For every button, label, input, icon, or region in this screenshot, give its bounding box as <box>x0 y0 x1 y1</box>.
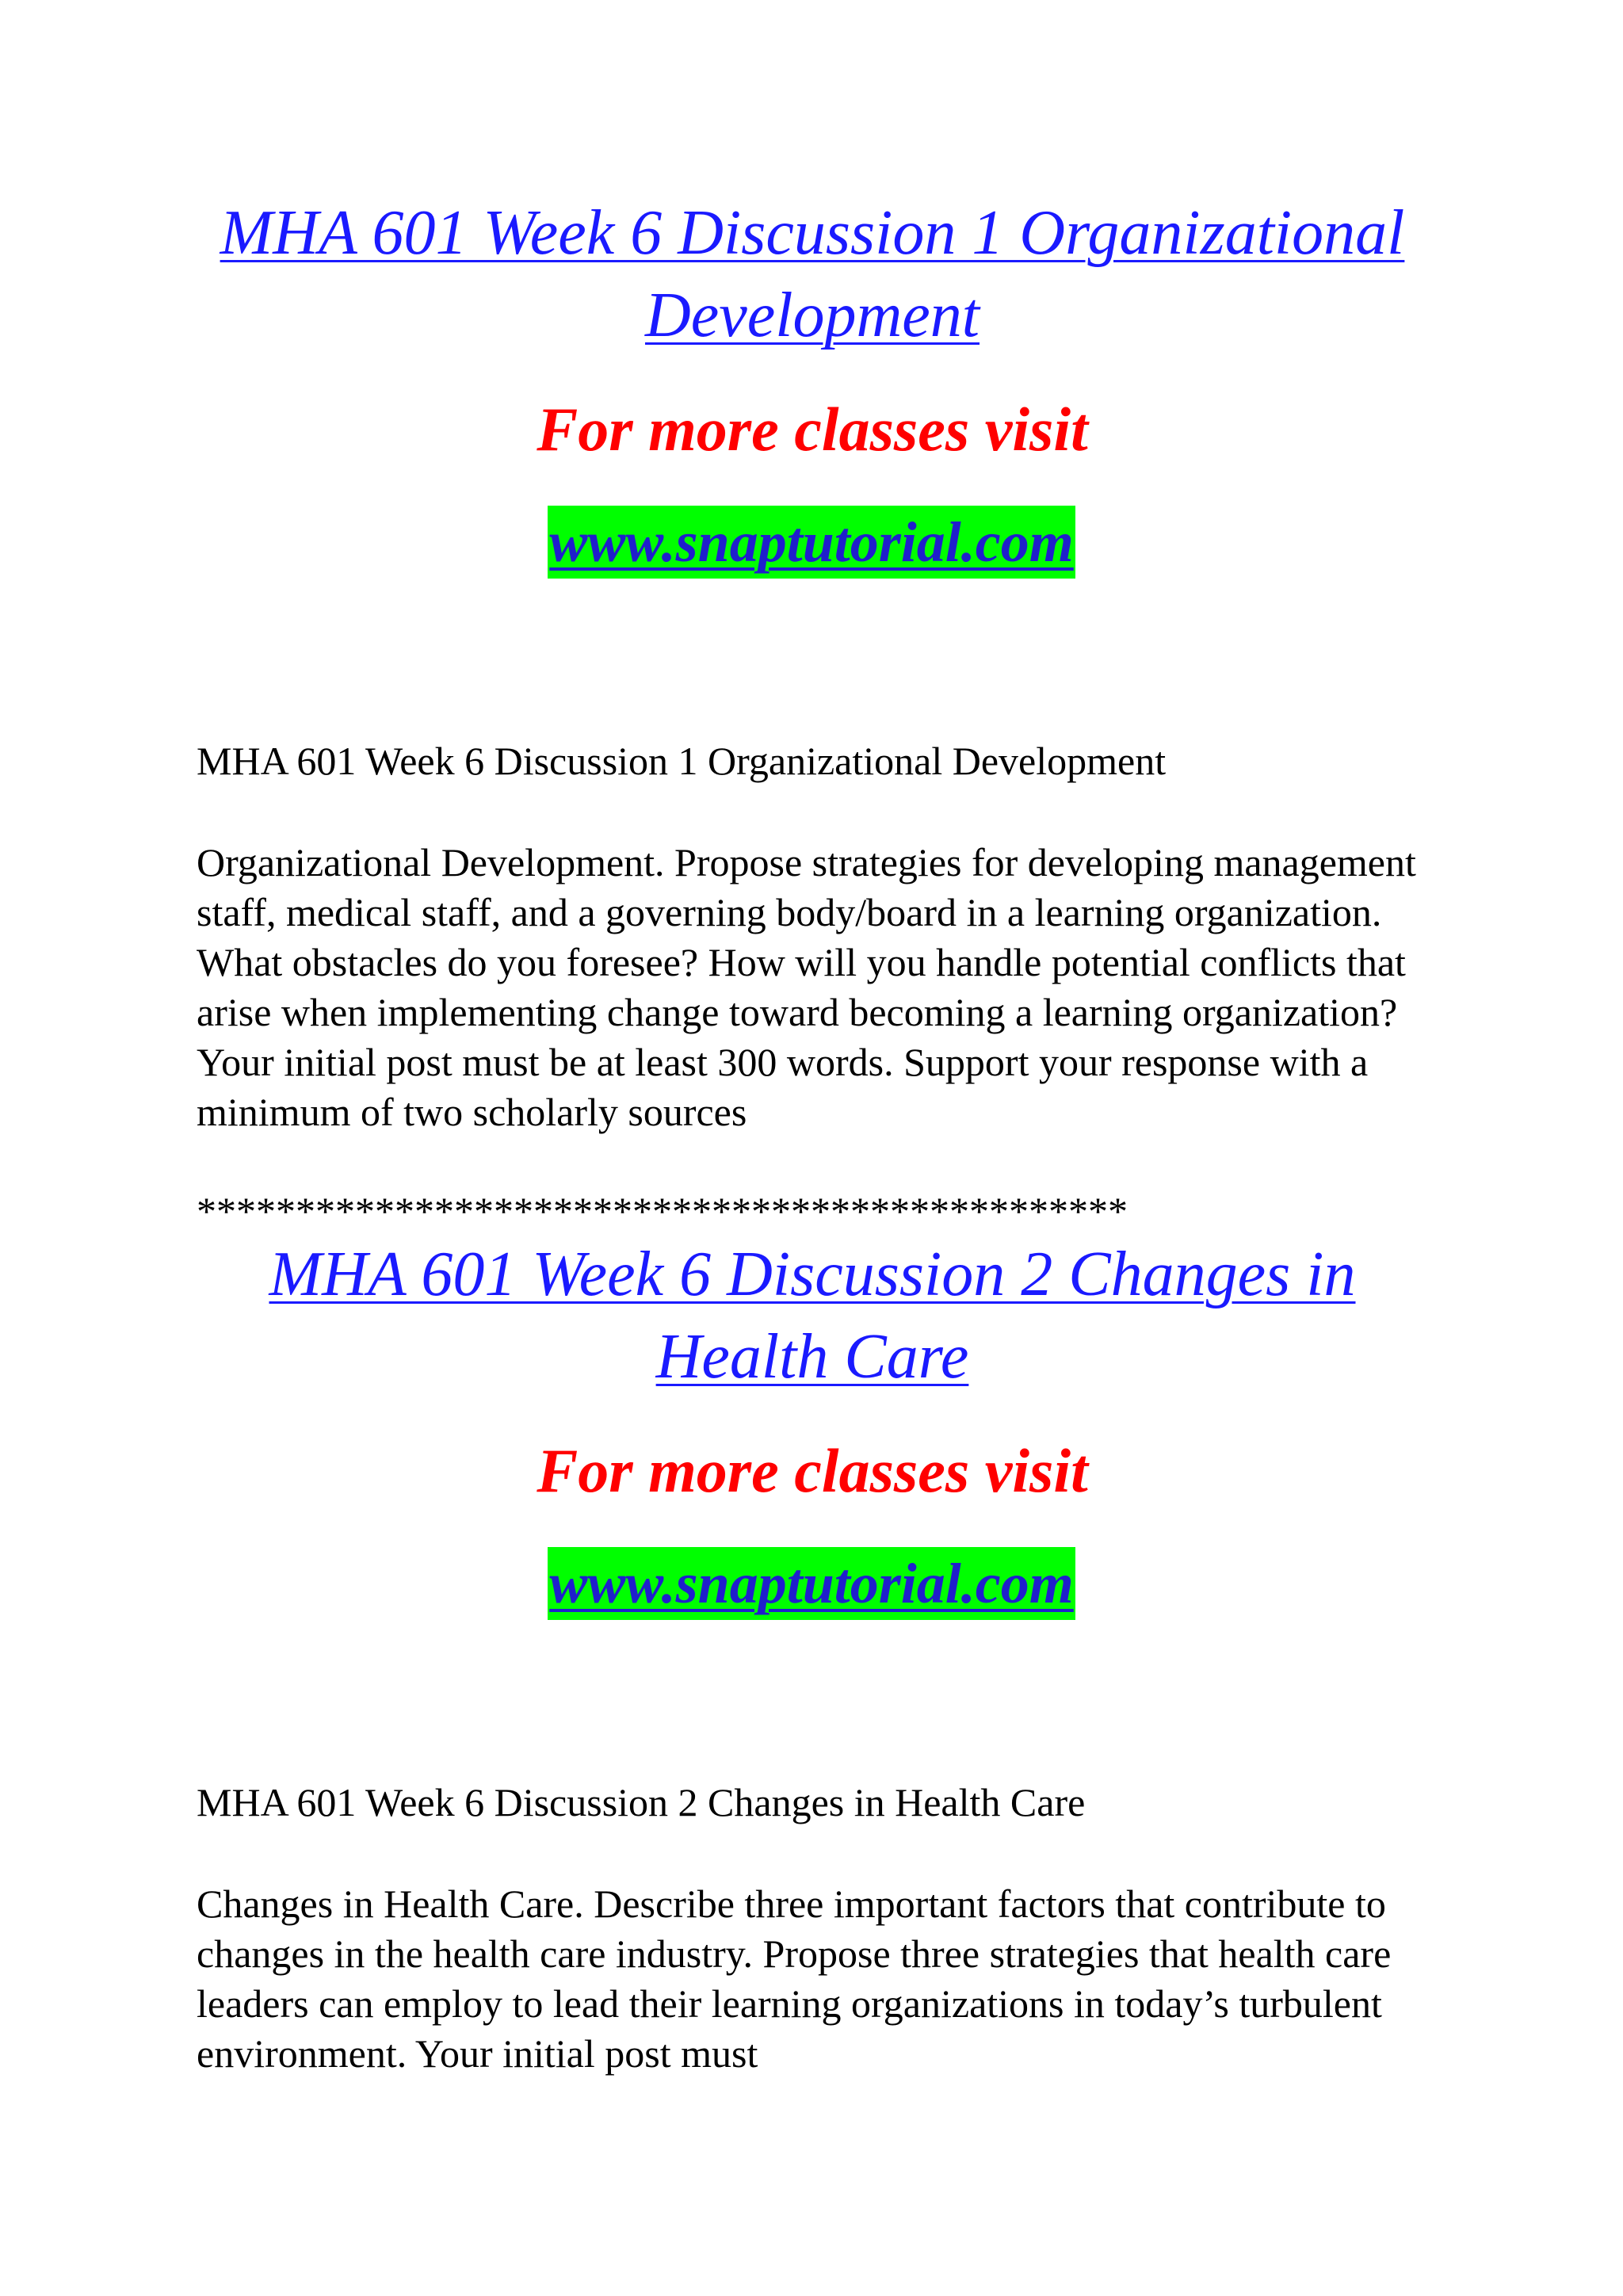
section-body-1: Organizational Development. Propose strategies for developing management staff, medical staff, and a governing body/board in a learning organization. What obstacles do you foresee? How will you handle potential conflicts that arise when implementing change toward becoming a learning organization? Your initial post must be at least 300 words. Support your response with a minimum of two scholarly sources <box>197 840 1416 1134</box>
section-heading-2: MHA 601 Week 6 Discussion 2 Changes in Health Care <box>197 1780 1086 1824</box>
website-link-2[interactable]: www.snaptutorial.com <box>548 1547 1075 1620</box>
link-container-1 <box>0 506 1623 579</box>
promo-text-2: For more classes visit <box>537 1436 1088 1505</box>
document-title-2[interactable]: MHA 601 Week 6 Discussion 2 Changes in Health Care <box>269 1240 1356 1392</box>
link-container-2 <box>0 1547 1623 1620</box>
document-title-1[interactable]: MHA 601 Week 6 Discussion 1 Organizational Development <box>220 198 1405 350</box>
website-link-1[interactable]: www.snaptutorial.com <box>548 506 1075 579</box>
section-body-2: Changes in Health Care. Describe three important factors that contribute to changes in the health care industry. Propose three strategies that health care leaders can employ to lead their learning organizations in today’s turbulent environment. Your initial post must <box>197 1881 1392 2076</box>
promo-text-1: For more classes visit <box>537 395 1088 464</box>
asterisk-separator: *********************************************** <box>197 1195 1128 1227</box>
section-heading-1: MHA 601 Week 6 Discussion 1 Organizational Development <box>197 739 1167 783</box>
